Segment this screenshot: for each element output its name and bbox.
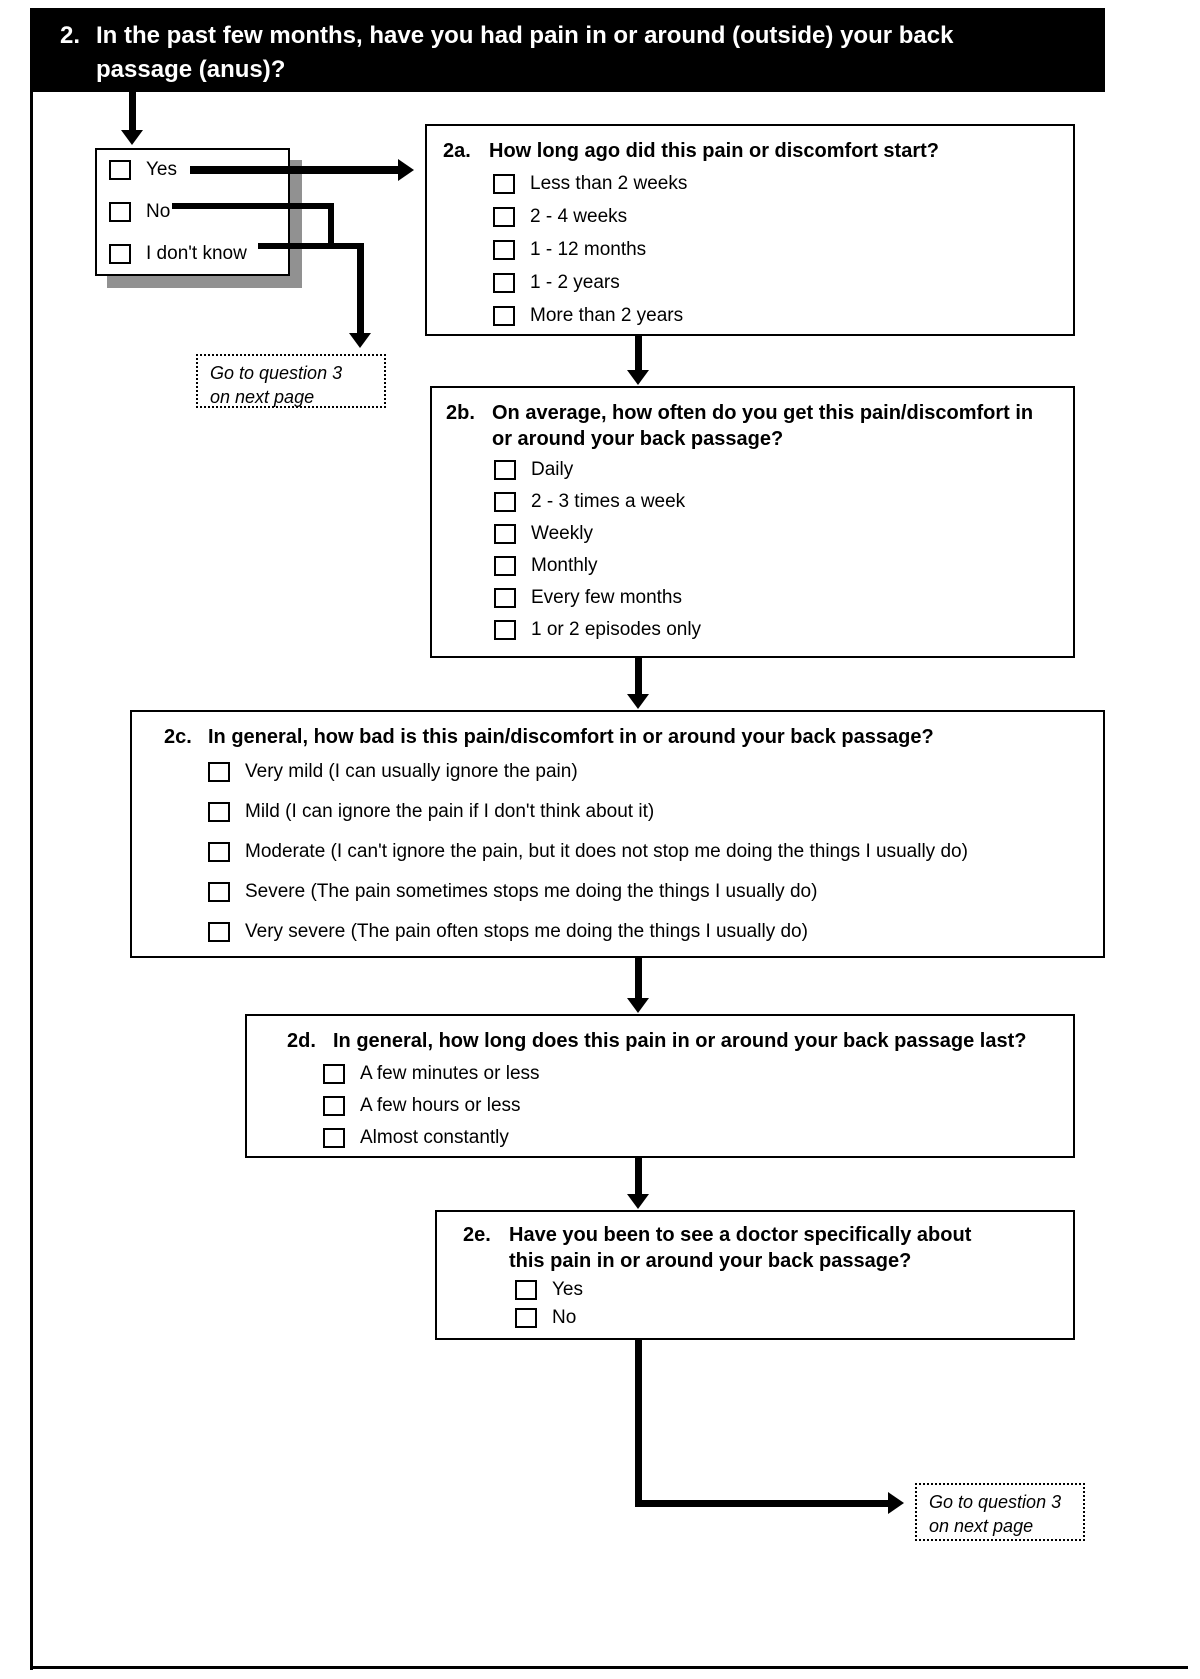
- q2b-daily-label: Daily: [531, 459, 574, 480]
- q2a-option-row: [493, 273, 1073, 293]
- q2e-option-row: [515, 1308, 1073, 1328]
- goto-top-line2: on next page: [210, 387, 315, 408]
- arrow-2d-to-2e-head: [627, 1194, 649, 1209]
- arrow-2c-to-2d-line: [635, 958, 642, 998]
- page-bottom-border: [30, 1666, 1188, 1669]
- q2b-weekly-checkbox[interactable]: [494, 524, 516, 544]
- q2b-weekly-label: Weekly: [531, 523, 593, 544]
- no-label: No: [146, 201, 171, 222]
- q2a-option-row: [493, 240, 1073, 260]
- connector-dont-know-line: [258, 243, 364, 249]
- goto-bottom-line2: on next page: [929, 1516, 1034, 1537]
- q2b-2-3-times-a-week-label: 2 - 3 times a week: [531, 491, 686, 512]
- goto-top-line1: Go to question 3: [210, 363, 343, 383]
- q2b-option-row: [494, 556, 1073, 576]
- q2b-1-or-2-episodes-label: 1 or 2 episodes only: [531, 619, 702, 640]
- q2b-every-few-months-checkbox[interactable]: [494, 588, 516, 608]
- arrow-2b-to-2c-line: [635, 658, 642, 694]
- q2b-option-row: [494, 524, 1073, 544]
- q2b-2-3-times-a-week-checkbox[interactable]: [494, 492, 516, 512]
- q2a-title: How long ago did this pain or discomfort start?: [489, 140, 939, 162]
- question-2c-box: [130, 710, 1105, 958]
- q2a-1-2-years-label: 1 - 2 years: [530, 272, 620, 293]
- goto-bottom-line1: Go to question 3: [929, 1492, 1062, 1512]
- q2a-more-than-2-years-label: More than 2 years: [530, 305, 684, 326]
- question-2a-box: [425, 124, 1075, 336]
- q2e-title: Have you been to see a doctor specifically about this pain in or around your back passage?: [509, 1224, 972, 1272]
- q2a-less-than-2-weeks-label: Less than 2 weeks: [530, 173, 688, 194]
- question-2b-box: [430, 386, 1075, 658]
- q2b-title: On average, how often do you get this pain/discomfort in or around your back passage?: [492, 402, 1034, 450]
- q2c-mild-label: Mild (I can ignore the pain if I don't think about it): [245, 801, 655, 822]
- arrow-to-goto3-top-head: [349, 333, 371, 348]
- q2a-number: 2a.: [443, 140, 471, 162]
- q2d-few-minutes-checkbox[interactable]: [323, 1064, 345, 1084]
- q2a-1-12-months-label: 1 - 12 months: [530, 239, 647, 260]
- q2e-option-row: [515, 1280, 1073, 1300]
- arrow-yes-to-2a-line: [190, 166, 400, 174]
- q2d-few-hours-checkbox[interactable]: [323, 1096, 345, 1116]
- q2d-few-hours-label: A few hours or less: [360, 1095, 521, 1116]
- arrow-2e-to-goto3-hline: [635, 1500, 888, 1507]
- arrow-2d-to-2e-line: [635, 1158, 642, 1194]
- q2a-2-4-weeks-checkbox[interactable]: [493, 207, 515, 227]
- dont-know-label: I don't know: [146, 243, 247, 264]
- q2d-few-minutes-label: A few minutes or less: [360, 1063, 540, 1084]
- q2e-no-label: No: [552, 1307, 577, 1328]
- goto-question3-note-bottom: [915, 1483, 1085, 1541]
- q2c-severe-label: Severe (The pain sometimes stops me doing the things I usually do): [245, 881, 818, 902]
- q2e-yes-checkbox[interactable]: [515, 1280, 537, 1300]
- q2c-option-row: [208, 762, 1103, 782]
- q2e-yes-label: Yes: [552, 1279, 583, 1300]
- arrow-2e-to-goto3-head: [888, 1492, 904, 1514]
- yes-checkbox[interactable]: [109, 160, 131, 180]
- q2d-almost-constantly-label: Almost constantly: [360, 1127, 509, 1148]
- q2a-more-than-2-years-checkbox[interactable]: [493, 306, 515, 326]
- q2b-option-row: [494, 588, 1073, 608]
- q2c-moderate-checkbox[interactable]: [208, 842, 230, 862]
- arrow-2c-to-2d-head: [627, 998, 649, 1013]
- question2-text: In the past few months, have you had pain in or around (outside) your back passage (anus)?: [96, 22, 954, 83]
- arrow-2a-to-2b-line: [635, 336, 642, 370]
- yes-label: Yes: [146, 159, 177, 180]
- q2d-title: In general, how long does this pain in or around your back passage last?: [333, 1030, 1027, 1052]
- q2d-option-row: [323, 1128, 1073, 1148]
- q2c-mild-checkbox[interactable]: [208, 802, 230, 822]
- arrow-2b-to-2c-head: [627, 694, 649, 709]
- q2c-option-row: [208, 842, 1103, 862]
- q2a-option-row: [493, 207, 1073, 227]
- q2a-2-4-weeks-label: 2 - 4 weeks: [530, 206, 628, 227]
- q2b-option-row: [494, 460, 1073, 480]
- q2c-very-mild-checkbox[interactable]: [208, 762, 230, 782]
- q2b-number: 2b.: [446, 402, 475, 424]
- question2-header: [30, 8, 1105, 92]
- q2a-less-than-2-weeks-checkbox[interactable]: [493, 174, 515, 194]
- page-left-border: [30, 8, 33, 1670]
- question2-number: 2.: [60, 22, 81, 49]
- q2a-1-2-years-checkbox[interactable]: [493, 273, 515, 293]
- no-checkbox[interactable]: [109, 202, 131, 222]
- q2b-option-row: [494, 492, 1073, 512]
- q2c-title: In general, how bad is this pain/discomfort in or around your back passage?: [208, 726, 934, 748]
- q2c-moderate-label: Moderate (I can't ignore the pain, but it does not stop me doing the things I usually do): [245, 841, 968, 862]
- q2b-1-or-2-episodes-checkbox[interactable]: [494, 620, 516, 640]
- q2e-no-checkbox[interactable]: [515, 1308, 537, 1328]
- q2b-monthly-label: Monthly: [531, 555, 598, 576]
- q2c-very-severe-label: Very severe (The pain often stops me doing the things I usually do): [245, 921, 808, 942]
- q2c-severe-checkbox[interactable]: [208, 882, 230, 902]
- q2d-option-row: [323, 1064, 1073, 1084]
- q2d-option-row: [323, 1096, 1073, 1116]
- q2c-very-severe-checkbox[interactable]: [208, 922, 230, 942]
- q2d-almost-constantly-checkbox[interactable]: [323, 1128, 345, 1148]
- q2e-number: 2e.: [463, 1224, 491, 1246]
- question-2d-box: [245, 1014, 1075, 1158]
- q2c-number: 2c.: [164, 726, 192, 748]
- q2c-option-row: [208, 802, 1103, 822]
- arrow-header-to-answers-head: [121, 130, 143, 145]
- arrow-yes-to-2a-head: [398, 159, 414, 181]
- arrow-2a-to-2b-head: [627, 370, 649, 385]
- q2a-option-row: [493, 174, 1073, 194]
- q2a-1-12-months-checkbox[interactable]: [493, 240, 515, 260]
- q2b-option-row: [494, 620, 1073, 640]
- q2b-monthly-checkbox[interactable]: [494, 556, 516, 576]
- q2b-daily-checkbox[interactable]: [494, 460, 516, 480]
- q2c-very-mild-label: Very mild (I can usually ignore the pain): [245, 761, 578, 782]
- question-2e-box: [435, 1210, 1075, 1340]
- connector-no-line: [172, 203, 334, 209]
- q2d-number: 2d.: [287, 1030, 316, 1052]
- q2b-every-few-months-label: Every few months: [531, 587, 682, 608]
- q2c-option-row: [208, 882, 1103, 902]
- goto-question3-note-top: [196, 354, 386, 408]
- q2c-option-row: [208, 922, 1103, 942]
- arrow-to-goto3-top-line: [357, 243, 364, 335]
- dont-know-checkbox[interactable]: [109, 244, 131, 264]
- arrow-header-to-answers-line: [129, 92, 136, 130]
- q2a-option-row: [493, 306, 1073, 326]
- arrow-2e-to-goto3-vline: [635, 1340, 642, 1507]
